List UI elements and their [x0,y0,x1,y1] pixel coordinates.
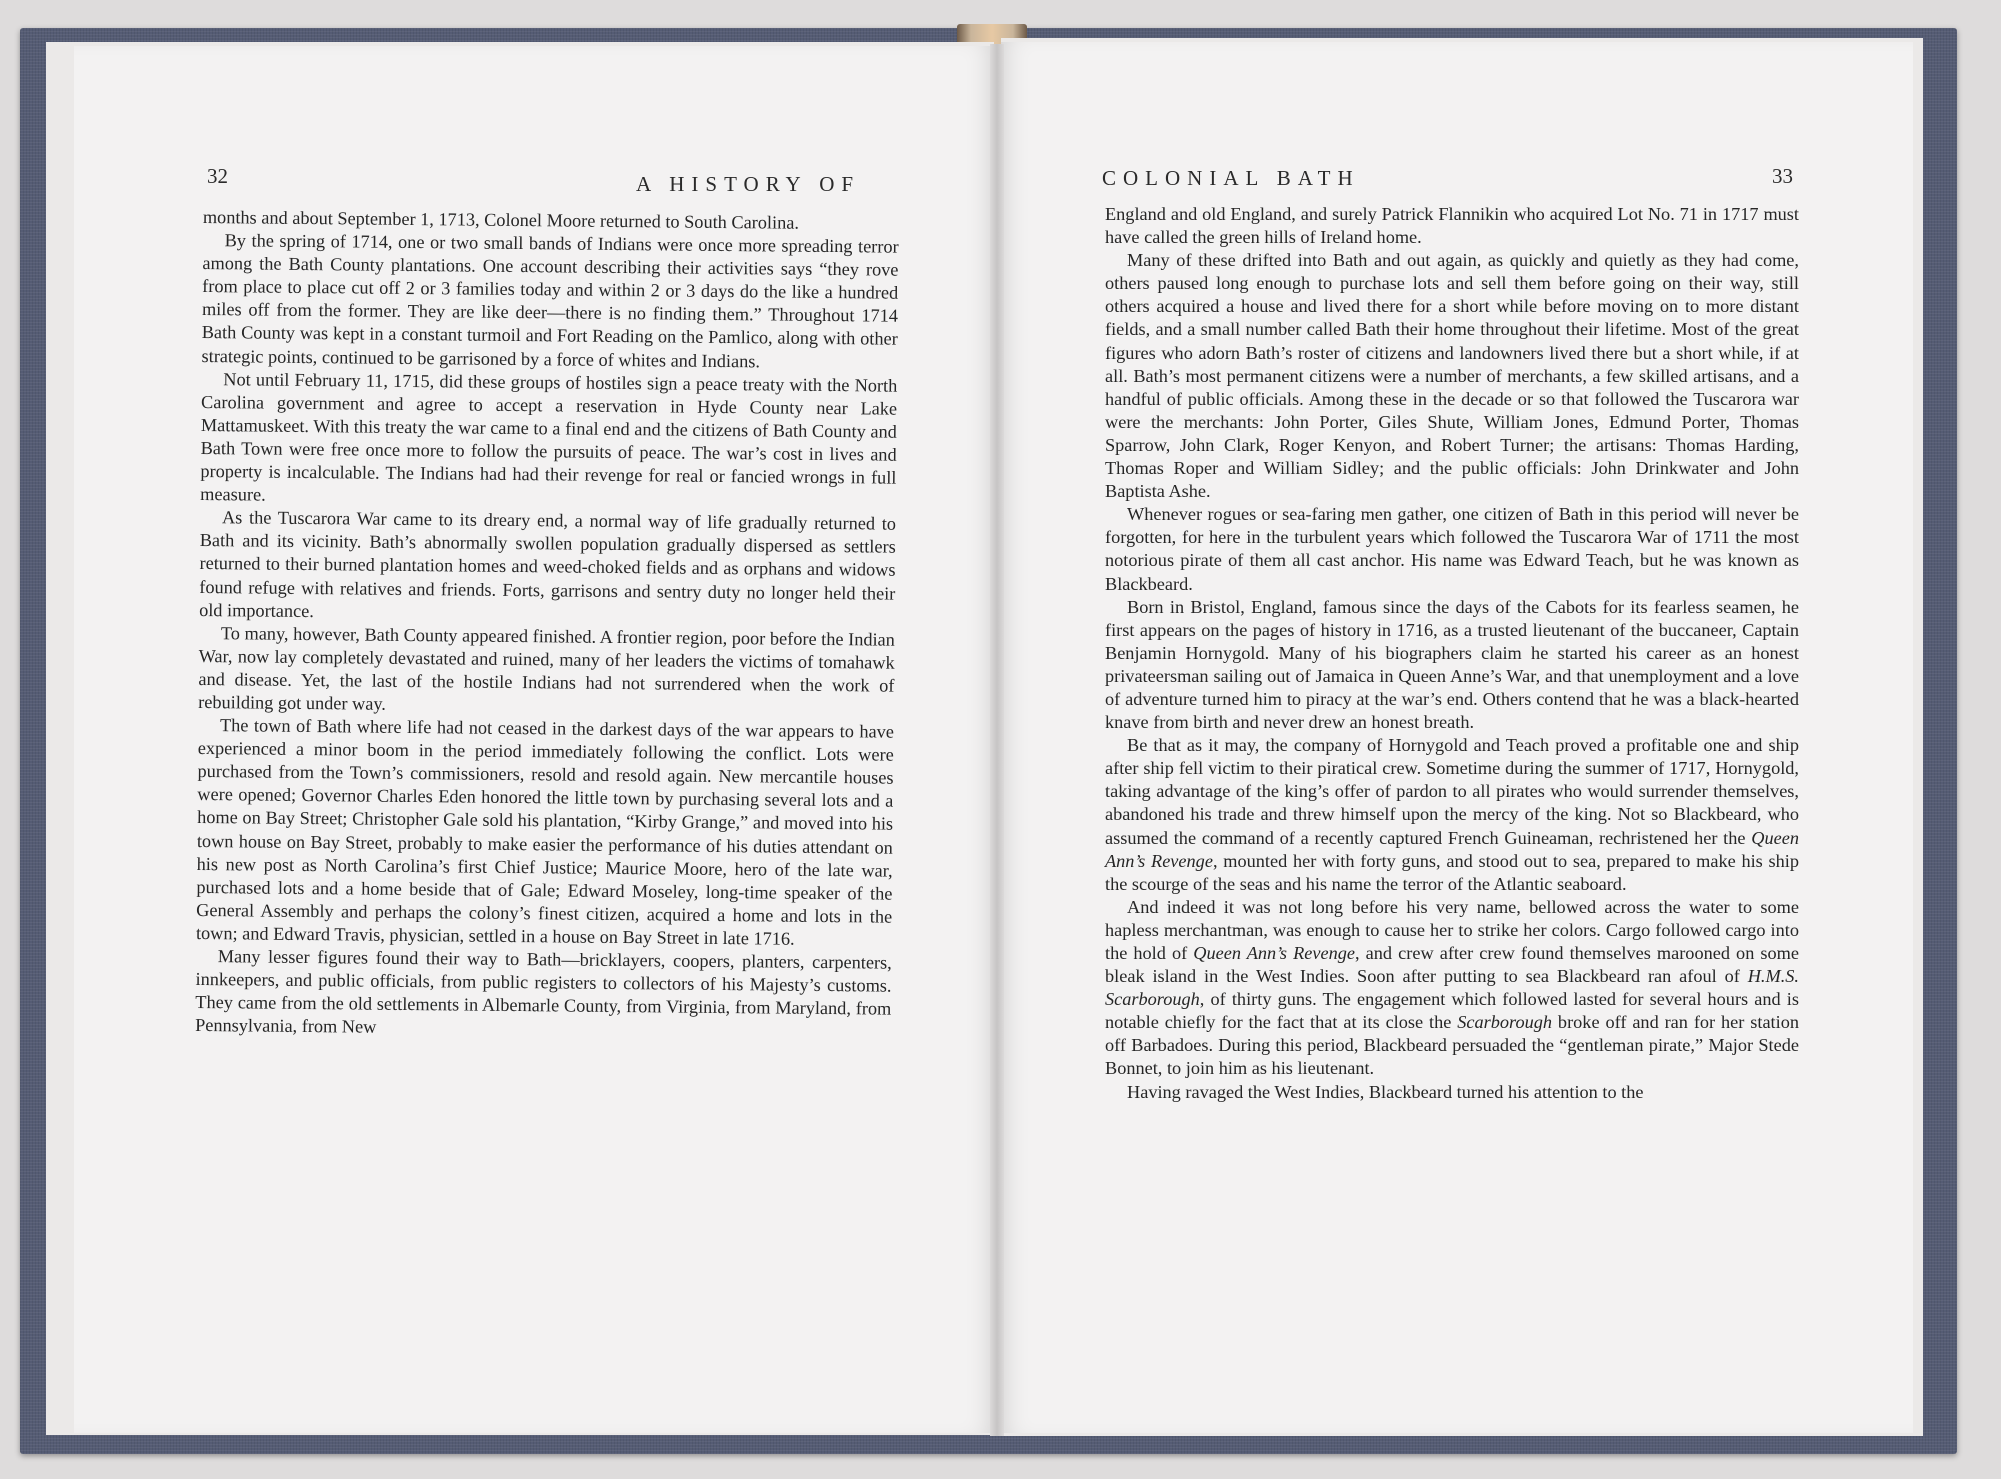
left-page-body [195,206,899,1044]
paragraph: To many, however, Bath County appeared finished. A frontier region, poor before the Indian War, now lay completely devastated and ruined, many of her leaders the victims of tomahawk and disease. Yet, the last of the hostile Indians had not surrendered when the work of rebuilding got under way. [198,622,895,714]
text-run: , mounted her with forty guns, and stood out to sea, prepared to make his ship the scourge of the seas and his name the terror of the Atlantic seaboard. [1105,850,1799,894]
ship-name: Queen Ann’s Revenge [1193,943,1356,963]
paragraph: England and old England, and surely Patrick Flannikin who acquired Lot No. 71 in 1717 must have called the green hills of Ireland home. [1105,204,1799,248]
right-page-body [1105,203,1799,1104]
ship-name: H.M.S. Scarborough [1105,966,1799,1010]
left-page-number: 32 [207,164,228,188]
paragraph: Having ravaged the West Indies, Blackbeard turned his attention to the [1127,1081,1644,1102]
text-run: Be that as it may, the company of Hornygold and Teach proved a profitable one and ship after ship fell victim to their piratical crew. Sometime during the summer of 1717, Hornygold, taking advantage of the king’s offer of pardon to all pirates who would surrender themselves, abandoned his trade and threw himself upon the mercy of the king. Not so Blackbeard, who assumed the command of a recently captured French Guineaman, rechristened her the [1105,735,1799,848]
text-run: broke off and ran for her station off Barbadoes. During this period, Blackbeard persuaded the “gentleman pirate,” Major Stede Bonnet, to join him as his lieutenant. [1105,1012,1799,1079]
paragraph [1105,896,1799,1081]
right-page-number: 33 [1772,164,1793,188]
right-running-head: COLONIAL BATH [1102,166,1360,190]
paragraph: Many of these drifted into Bath and out again, as quickly and quietly as they had come, others paused long enough to purchase lots and sell them before going on their way, still others acquired a house and lived there for a short while before moving on to more distant fields, and a small number called Bath their home throughout their lifetime. Most of the great figures who adorn Bath’s roster of citizens and landowners lived there but a short while, if at all. Bath’s most permanent citizens were a number of merchants, a few skilled artisans, and a handful of public officials. Among these in the decade or so that followed the Tuscarora war were the merchants: John Porter, Giles Shute, William Jones, Edmund Porter, Thomas Sparrow, John Clark, Roger Kenyon, and Robert Turner; the artisans: Thomas Harding, Thomas Roper and William Sidley; and the public officials: John Drinkwater and John Baptista Ashe. [1105,250,1799,502]
paragraph: Whenever rogues or sea-faring men gather, one citizen of Bath in this period will never be forgotten, for here in the turbulent years which followed the Tuscarora War of 1711 the most notorious pirate of them all cast anchor. His name was Edward Teach, but he was known as Blackbeard. [1105,504,1799,594]
paragraph: months and about September 1, 1713, Colonel Moore returned to South Carolina. [202,206,800,233]
paragraph [1105,734,1799,896]
book-gutter [990,44,1004,1436]
text-run: , and crew after crew found themselves marooned on some bleak island in the West Indies. Soon after putting to sea Blackbeard ran afoul of [1105,943,1799,987]
paragraph: As the Tuscarora War came to its dreary end, a normal way of life gradually returned to Bath and its vicinity. Bath’s abnormally swollen population gradually dispersed as settlers returned to their burned plantation homes and weed-choked fields and as orphans and widows found refuge with relatives and friends. Forts, garrisons and sentry duty no longer held their old importance. [199,507,897,621]
ship-name: Scarborough [1457,1012,1553,1033]
paragraph: The town of Bath where life had not ceased in the darkest days of the war appears to have experienced a minor boom in the period immediately following the conflict. Lots were purchased from the Town’s commissioners, resold and resold again. New mercantile houses were opened; Governor Charles Eden honored the little town by purchasing several lots and a home on Bay Street; Christopher Gale sold his plantation, “Kirby Grange,” and moved into his town house on Bay Street, probably to make easier the performance of his duties attendant on his new post as North Carolina’s first Chief Justice; Maurice Moore, hero of the late war, purchased lots and a home beside that of Gale; Edward Moseley, long-time speaker of the General Assembly and perhaps the colony’s finest citizen, acquired a home and lots in the town; and Edward Travis, physician, settled in a house on Bay Street in late 1716. [195,715,895,949]
paragraph: Many lesser figures found their way to Bath—bricklayers, coopers, planters, carpenters, innkeepers, and public officials, from public registers to collectors of his Majesty’s customs. They came from the old settlements in Albemarle County, from Virginia, from Maryland, from Pennsylvania, from New [195,946,892,1037]
left-running-head: A HISTORY OF [636,172,861,196]
paragraph: Not until February 11, 1715, did these groups of hostiles sign a peace treaty with the North Carolina government and agree to accept a reservation in Hyde County near Lake Mattamuskeet. With this treaty the war came to a final end and the citizens of Bath County and Bath Town were free once more to follow the pursuits of peace. The war’s cost in lives and property is incalculable. The Indians had had their revenge for real or fancied wrongs in full measure. [200,368,898,505]
paragraph: By the spring of 1714, one or two small bands of Indians were once more spreading terror among the Bath County plantations. One account describing their activities says “they rove from place to place cut off 2 or 3 families today and within 2 or 3 days do the like a hundred miles off from the former. They are like deer—there is no finding them.” Throughout 1714 Bath County was kept in a constant turmoil and Fort Reading on the Pamlico, along with other strategic points, continued to be garrisoned by a force of whites and Indians. [201,230,899,371]
text-run: And indeed it was not long before his very name, bellowed across the water to some hapless merchantman, was enough to cause her to strike her colors. Cargo followed cargo into the hold of [1105,896,1799,963]
paragraph: Born in Bristol, England, famous since the days of the Cabots for its fearless seamen, he first appears on the pages of history in 1716, as a trusted lieutenant of the buccaneer, Captain Benjamin Hornygold. Many of his biographers claim he started his career as an honest privateersman sailing out of Jamaica in Queen Anne’s War, and that unemployment and a love of adventure turned him to piracy at the war’s end. Others contend that he was a black-hearted knave from birth and never drew an honest breath. [1105,596,1799,733]
ship-name: Queen Ann’s Revenge [1105,827,1799,871]
text-run: , of thirty guns. The engagement which followed lasted for several hours and is notable chiefly for the fact that at its close the [1105,989,1799,1033]
